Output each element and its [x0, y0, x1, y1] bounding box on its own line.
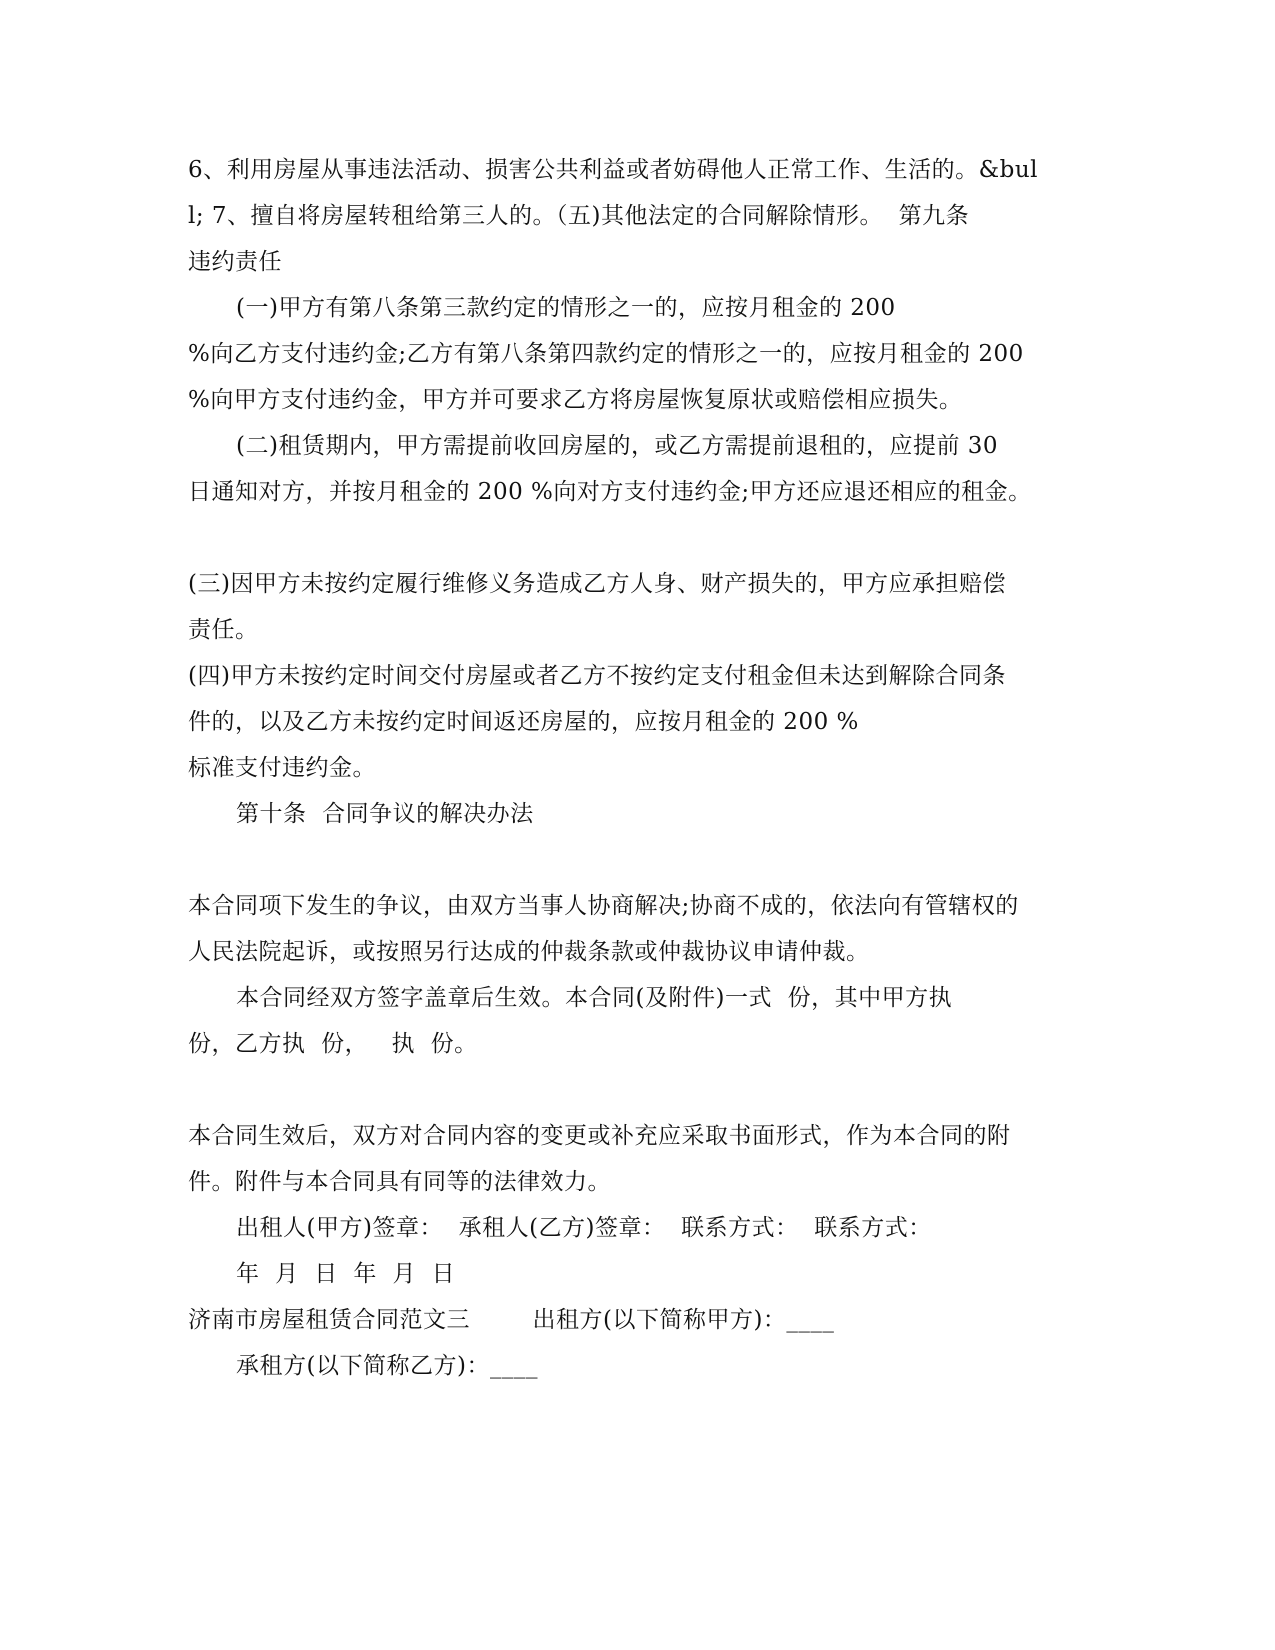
date-line: 年 月 日 年 月 日 — [236, 1261, 456, 1287]
text-line: %向甲方支付违约金，甲方并可要求乙方将房屋恢复原状或赔偿相应损失。 — [188, 387, 963, 413]
text-line: 本合同经双方签字盖章后生效。本合同(及附件)一式 份，其中甲方执 — [236, 985, 953, 1011]
text-line: 日通知对方，并按月租金的 200 %向对方支付违约金;甲方还应退还相应的租金。 — [188, 479, 1032, 505]
text-line: 件的，以及乙方未按约定时间返还房屋的，应按月租金的 200 % — [188, 709, 859, 735]
section-heading: 第十条 合同争议的解决办法 — [236, 801, 534, 827]
text-line: %向乙方支付违约金;乙方有第八条第四款约定的情形之一的，应按月租金的 200 — [188, 341, 1024, 367]
text-line: (三)因甲方未按约定履行维修义务造成乙方人身、财产损失的，甲方应承担赔偿 — [188, 571, 1006, 597]
text-line: l; 7、擅自将房屋转租给第三人的。（五)其他法定的合同解除情形。 第九条 — [188, 203, 970, 229]
text-line: 违约责任 — [188, 249, 282, 275]
text-line: 件。附件与本合同具有同等的法律效力。 — [188, 1169, 611, 1195]
text-line: 本合同项下发生的争议，由双方当事人协商解决;协商不成的，依法向有管辖权的 — [188, 893, 1019, 919]
text-line: 标准支付违约金。 — [188, 755, 376, 781]
text-line: 份，乙方执 份， 执 份。 — [188, 1031, 478, 1057]
text-line: 责任。 — [188, 617, 259, 643]
signature-line: 出租人(甲方)签章： 承租人(乙方)签章： 联系方式： 联系方式： — [236, 1215, 932, 1241]
text-line: 本合同生效后，双方对合同内容的变更或补充应采取书面形式，作为本合同的附 — [188, 1123, 1011, 1149]
text-line: 承租方(以下简称乙方)：____ — [236, 1353, 538, 1379]
text-line: (四)甲方未按约定时间交付房屋或者乙方不按约定支付租金但未达到解除合同条 — [188, 663, 1006, 689]
text-line: (二)租赁期内，甲方需提前收回房屋的，或乙方需提前退租的，应提前 30 — [236, 433, 999, 459]
text-line: (一)甲方有第八条第三款约定的情形之一的，应按月租金的 200 — [236, 295, 896, 321]
text-line: 人民法院起诉，或按照另行达成的仲裁条款或仲裁协议申请仲裁。 — [188, 939, 870, 965]
contract-title-line: 济南市房屋租赁合同范文三 出租方(以下简称甲方)：____ — [188, 1307, 835, 1333]
text-line: 6、利用房屋从事违法活动、损害公共利益或者妨碍他人正常工作、生活的。&bul — [188, 157, 1038, 183]
